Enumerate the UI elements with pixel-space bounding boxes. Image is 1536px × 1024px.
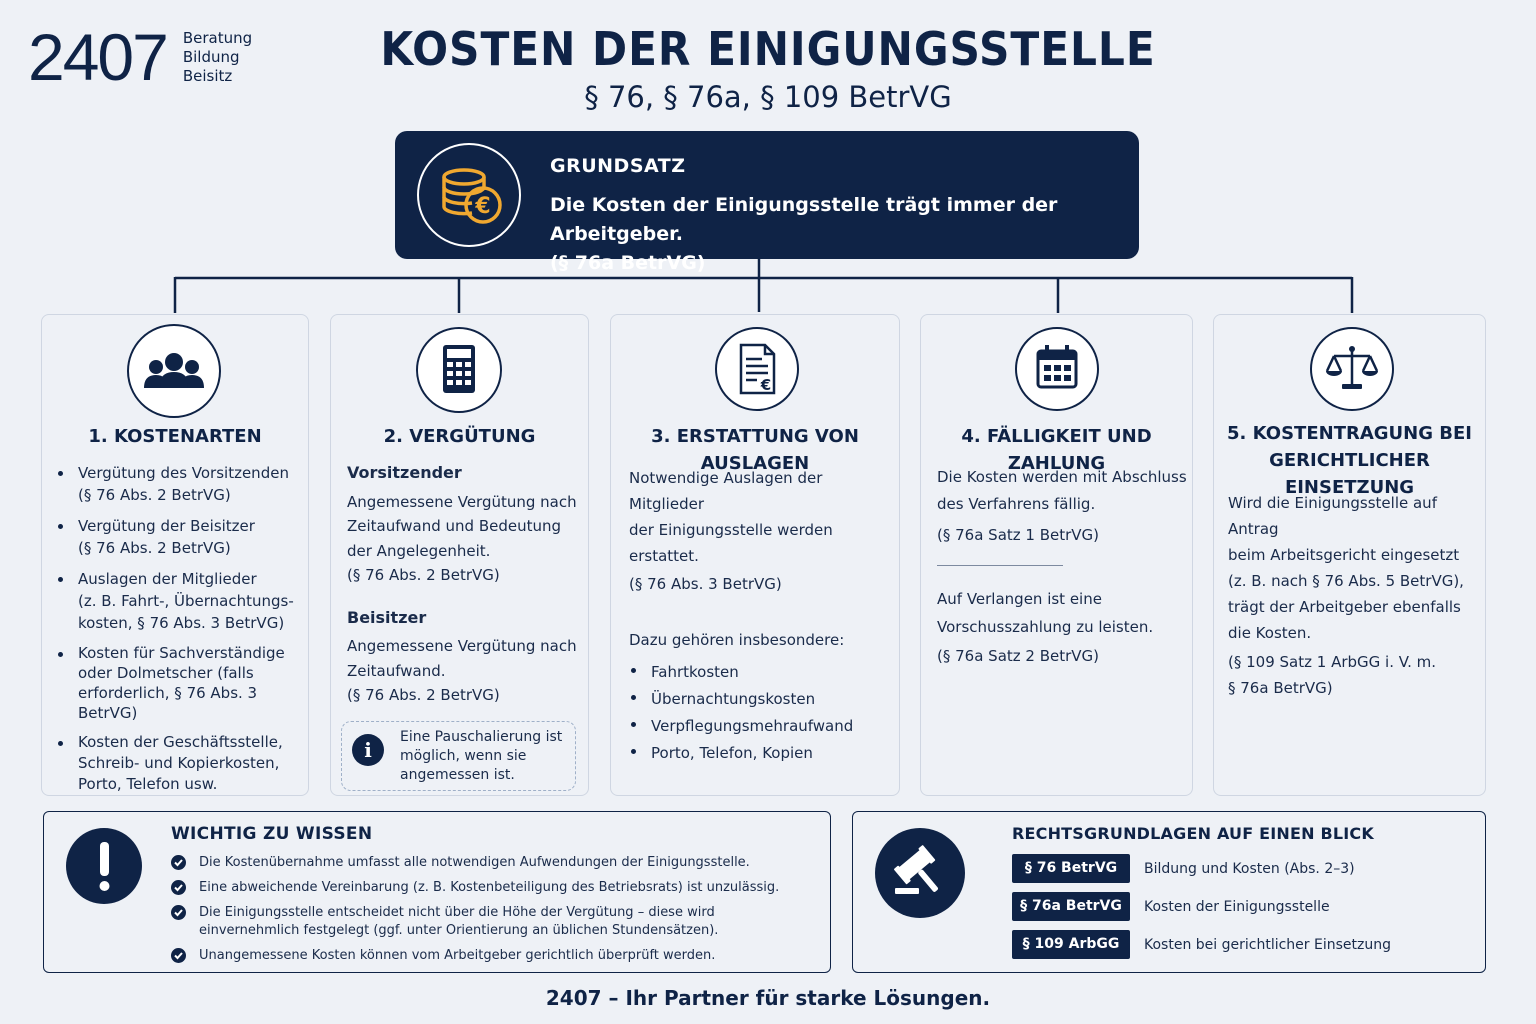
card-body [1228,490,1484,701]
card-title: 3. ERSTATTUNG VON AUSLAGEN [651,426,859,474]
grundsatz-label: GRUNDSATZ [550,155,686,177]
item-line: Vergütung der Beisitzer [78,517,255,535]
text-line: (z. B. nach § 76 Abs. 5 BetrVG), [1228,572,1464,590]
item-line: Porto, Telefon usw. [78,775,218,793]
item-line: (§ 76 Abs. 2 BetrVG) [78,486,231,504]
connector-lines [0,0,1536,320]
grundsatz-statement: Die Kosten der Einigungsstelle trägt immer der Arbeitgeber. [550,194,1058,245]
page-subtitle: § 76, § 76a, § 109 BetrVG [584,80,952,114]
law-tag: § 76 BetrVG [1012,854,1130,883]
item-line: einvernehmlich festgelegt (ggf. unter Orientierung an üblichen Stundensätzen). [199,923,719,938]
title-line: GERICHTLICHER EINSETZUNG [1269,450,1430,498]
text-line: beim Arbeitsgericht eingesetzt [1228,546,1460,564]
list-item [56,643,306,723]
info-line: möglich, wenn sie [400,748,527,764]
exclamation-icon [66,828,142,904]
card-gerichtliche-einsetzung [1213,314,1486,796]
list-item: Porto, Telefon, Kopien [629,740,897,767]
item-line: Die Kostenübernahme umfasst alle notwendigen Aufwendungen der Einigungsstelle. [199,855,750,870]
item-line: Vergütung des Vorsitzenden [78,464,289,482]
text-line: § 76a BetrVG) [1228,679,1333,697]
text-line: (§ 76 Abs. 2 BetrVG) [347,686,500,704]
list-item [56,515,306,559]
logo-line: Bildung [182,47,240,66]
logo-number: 2407 [28,20,167,94]
card-verguetung [330,314,589,796]
card-body [56,462,306,795]
card-title [1214,420,1485,501]
list-item [56,462,306,506]
calculator-icon [416,327,502,413]
text-line: (§ 109 Satz 1 ArbGG i. V. m. [1228,653,1436,671]
list-item [171,947,821,965]
list-item [56,732,306,795]
text-line: (§ 76 Abs. 2 BetrVG) [347,566,500,584]
page-title: KOSTEN DER EINIGUNGSSTELLE [380,22,1156,76]
text-line: Zeitaufwand. [347,661,446,680]
card-body [937,464,1189,670]
law-tag: § 109 ArbGG [1012,930,1130,959]
text-line: die Kosten. [1228,624,1312,642]
people-icon [127,324,221,418]
svg-text:€: € [760,376,772,394]
rechts-row [1012,854,1355,883]
item-line: (§ 76 Abs. 2 BetrVG) [78,539,231,557]
text-line: Notwendige Auslagen der Mitglieder [629,469,823,513]
item-line: oder Dolmetscher (falls [78,664,254,682]
text-line: Zeitaufwand und Bedeutung [347,517,562,535]
rechtsgrundlagen-box [852,811,1486,973]
scales-icon [1310,327,1394,411]
list-item: Fahrtkosten [629,659,897,686]
logo-line: Beratung [182,28,253,47]
text-line: erstattet. [629,547,699,565]
list-item [56,568,306,634]
text-line: trägt der Arbeitgeber ebenfalls [1228,598,1461,616]
law-tag: § 76a BetrVG [1012,892,1130,921]
item-line: Die Einigungsstelle entscheidet nicht über die Höhe der Vergütung – diese wird [199,905,715,920]
text-line: (§ 76a Satz 1 BetrVG) [937,526,1100,544]
card-title: 4. FÄLLIGKEIT UND ZAHLUNG [961,426,1152,474]
list-item: Verpflegungsmehraufwand [629,713,897,740]
item-line: Eine abweichende Vereinbarung (z. B. Kostenbeteiligung des Betriebsrats) ist unzulässig. [199,880,780,895]
check-icon [171,948,186,963]
check-icon [171,905,186,920]
text-line: Wird die Einigungsstelle auf Antrag [1228,494,1437,538]
text-line: (§ 76a Satz 2 BetrVG) [937,647,1100,665]
text-line: Dazu gehören insbesondere: [629,631,845,649]
info-text [400,728,572,785]
item-line: Kosten für Sachverständige [78,644,285,662]
rechts-row [1012,892,1330,921]
check-icon [171,880,186,895]
text-line: der Einigungsstelle werden [629,521,833,539]
item-line: (z. B. Fahrt-, Übernachtungs- [78,592,294,610]
card-body [347,461,587,708]
card-kostenarten [41,314,309,796]
text-line: Angemessene Vergütung nach [347,492,577,511]
info-line: angemessen ist. [400,767,515,783]
item-line: kosten, § 76 Abs. 3 BetrVG) [78,614,285,632]
card-title: 1. KOSTENARTEN [88,426,262,447]
item-line: Kosten der Geschäftsstelle, [78,733,283,751]
footer-tagline: 2407 – Ihr Partner für starke Lösungen. [545,986,991,1010]
list-item [171,879,821,897]
calendar-icon [1015,327,1099,411]
text-line: Die Kosten werden mit Abschluss [937,468,1187,486]
text-line: der Angelegenheit. [347,541,491,560]
item-line: Schreib- und Kopierkosten, [78,754,280,772]
list-item [171,854,821,872]
subhead-beisitzer: Beisitzer [347,607,427,627]
wichtig-box [43,811,831,973]
subhead-vorsitzender: Vorsitzender [347,463,462,482]
info-icon: i [352,734,384,766]
wichtig-title: WICHTIG ZU WISSEN [171,824,373,844]
card-body [629,465,897,767]
logo-line: Beisitz [182,66,233,85]
card-faelligkeit [920,314,1193,796]
rechts-row [1012,930,1391,959]
info-line: Eine Pauschalierung ist [400,729,563,745]
item-line: Auslagen der Mitglieder [78,570,257,588]
rechts-title: RECHTSGRUNDLAGEN AUF EINEN BLICK [1012,824,1374,843]
law-desc: Kosten der Einigungsstelle [1144,898,1330,915]
text-line: Auf Verlangen ist eine [937,590,1102,608]
text-line: (§ 76 Abs. 3 BetrVG) [629,575,782,593]
divider [937,565,1063,566]
item-line: erforderlich, § 76 Abs. 3 BetrVG) [78,684,258,722]
gavel-icon [875,828,965,918]
law-desc: Kosten bei gerichtlicher Einsetzung [1144,936,1391,953]
law-desc: Bildung und Kosten (Abs. 2–3) [1144,860,1355,877]
invoice-euro-icon [715,327,799,411]
card-title: 2. VERGÜTUNG [383,426,536,447]
check-icon [171,855,186,870]
item-line: Unangemessene Kosten können vom Arbeitgeber gerichtlich überprüft werden. [199,948,716,963]
text-line: Vorschusszahlung zu leisten. [937,618,1154,636]
list-item: Übernachtungskosten [629,686,897,713]
svg-text:€: € [475,194,491,219]
title-line: 5. KOSTENTRAGUNG BEI [1227,423,1472,444]
text-line: Angemessene Vergütung nach [347,637,577,655]
list-item [171,904,821,940]
grundsatz-ref: (§ 76a BetrVG) [550,252,706,274]
wichtig-list [171,854,821,972]
text-line: des Verfahrens fällig. [937,495,1096,513]
card-erstattung [610,314,900,796]
info-box [341,721,576,791]
